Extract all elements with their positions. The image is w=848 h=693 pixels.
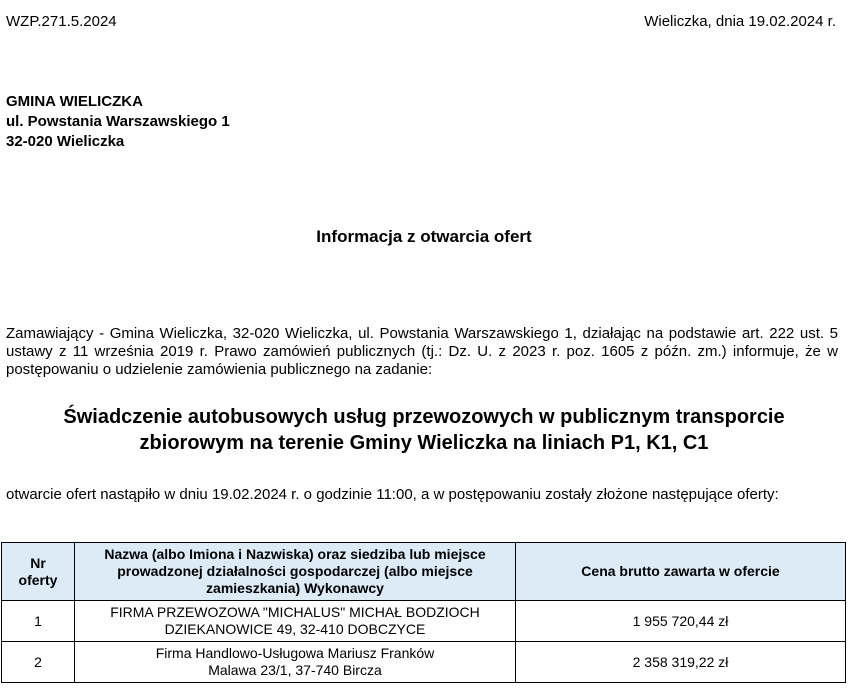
header-contractor bbox=[75, 543, 516, 601]
document-title: Informacja z otwarcia ofert bbox=[316, 227, 532, 246]
procurement-subject bbox=[0, 404, 848, 456]
table-row bbox=[2, 642, 846, 683]
offer-price: 1 955 720,44 zł bbox=[516, 601, 846, 642]
offers-table bbox=[1, 542, 846, 683]
subject-line-2: zbiorowym na terenie Gminy Wieliczka na liniach P1, K1, C1 bbox=[139, 432, 709, 454]
sender-street: ul. Powstania Warszawskiego 1 bbox=[6, 113, 230, 130]
intro-paragraph: Zamawiający - Gmina Wieliczka, 32-020 Wieliczka, ul. Powstania Warszawskiego 1, działając na podstawie art. 222 ust. 5 ustawy z 11 września 2019 r. Prawo zamówień publicznych (tj.: Dz. U. z 2023 r. poz. 1605 z późn. zm.) informuje, że w postępowaniu o udzielenie zamówienia publicznego na zadanie: bbox=[6, 325, 838, 378]
table-header-row bbox=[2, 543, 846, 601]
table-row bbox=[2, 601, 846, 642]
subject-line-1: Świadczenie autobusowych usług przewozowych w publicznym transporcie bbox=[63, 406, 785, 428]
header-offer-number bbox=[2, 543, 75, 601]
sender-name: GMINA WIELICZKA bbox=[6, 93, 143, 110]
header-nr-line-1: Nr bbox=[30, 554, 46, 571]
opening-paragraph: otwarcie ofert nastąpiło w dniu 19.02.2024 r. o godzinie 11:00, a w postępowaniu zostały złożone następujące oferty: bbox=[6, 486, 779, 503]
offer-number: 1 bbox=[2, 601, 75, 642]
contractor-name: FIRMA PRZEWOZOWA "MICHALUS" MICHAŁ BODZIOCH bbox=[110, 604, 480, 620]
sender-city: 32-020 Wieliczka bbox=[6, 133, 125, 150]
header-name-line-1: Nazwa (albo Imiona i Nazwiska) oraz siedziba lub miejsce bbox=[104, 546, 486, 562]
contractor-name: Firma Handlowo-Usługowa Mariusz Franków bbox=[155, 645, 435, 661]
contractor-cell bbox=[75, 601, 516, 642]
header-nr-line-2: oferty bbox=[18, 571, 58, 588]
contractor-address: DZIEKANOWICE 49, 32-410 DOBCZYCE bbox=[164, 621, 426, 637]
header-name-line-2: prowadzonej działalności gospodarczej (albo miejsce bbox=[117, 563, 473, 579]
header-price: Cena brutto zawarta w ofercie bbox=[516, 543, 846, 601]
header-name-line-3: zamieszkania) Wykonawcy bbox=[206, 580, 384, 596]
document-reference: WZP.271.5.2024 bbox=[6, 13, 117, 30]
place-date: Wieliczka, dnia 19.02.2024 r. bbox=[644, 13, 836, 30]
sender-address bbox=[6, 92, 230, 152]
offer-price: 2 358 319,22 zł bbox=[516, 642, 846, 683]
offer-number: 2 bbox=[2, 642, 75, 683]
contractor-address: Malawa 23/1, 37-740 Bircza bbox=[208, 662, 382, 678]
contractor-cell bbox=[75, 642, 516, 683]
